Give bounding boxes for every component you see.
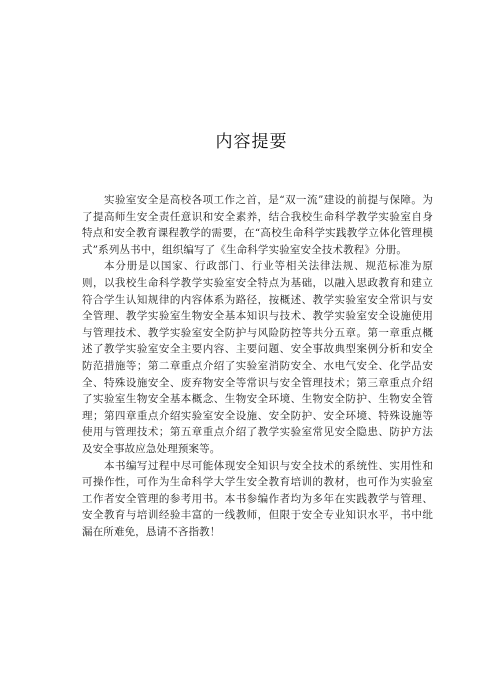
summary-body: [82, 192, 433, 540]
page-title: 内容提要: [215, 132, 288, 152]
paragraph-1: 实验室安全是高校各项工作之首，是“双一流”建设的前提与保障。为了提高师生安全责任意识和安全素养，结合我校生命科学教学实验室自身特点和安全教育课程教学的需要，在“高校生命科学实践教学立体化管理模式”系列丛书中，组织编写了《生命科学实验室安全技术教程》分册。: [82, 194, 433, 256]
paragraph-2: 本分册是以国家、行政部门、行业等相关法律法规、规范标准为原则，以我校生命科学教学实验室安全特点为基础，以融入思政教育和建立符合学生认知规律的内容体系为路径，按概述、教学实验室安全常识与安全管理、教学实验室生物安全基本知识与技术、教学实验室安全设施使用与管理技术、教学实验室安全防护与风险防控等共分五章。第一章重点概述了教学实验室安全主要内容、主要问题、安全事故典型案例分析和安全防范措施等；第二章重点介绍了实验室消防安全、水电气安全、化学品安全、特殊设施安全、废弃物安全等常识与安全管理技术；第三章重点介绍了实验室生物安全基本概念、生物安全环境、生物安全防护、生物安全管理；第四章重点介绍实验室安全设施、安全防护、安全环境、特殊设施等使用与管理技术；第五章重点介绍了教学实验室常见安全隐患、防护方法及安全事故应急处理预案等。: [82, 260, 433, 455]
paragraph-3: 本书编写过程中尽可能体现安全知识与安全技术的系统性、实用性和可操作性，可作为生命科学大学生安全教育培训的教材，也可作为实验室工作者安全管理的参考用书。本书参编作者均为多年在实践教学与管理、安全教育与培训经验丰富的一线教师，但限于安全专业知识水平，书中纰漏在所难免，恳请不吝指教！: [82, 459, 433, 538]
